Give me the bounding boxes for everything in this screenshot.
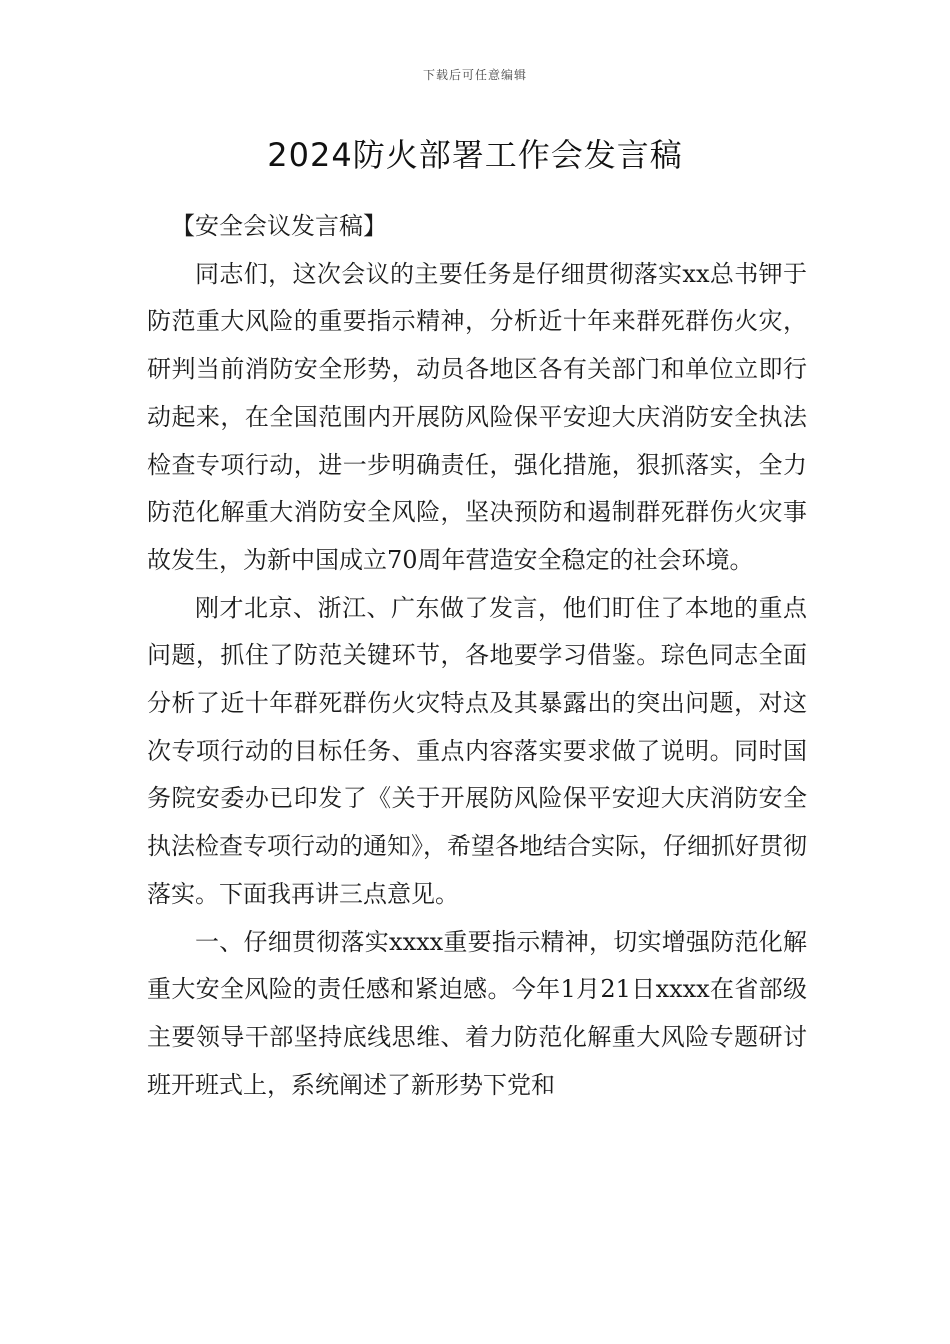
section-tag: 【安全会议发言稿】 [171, 212, 387, 240]
page-header-note: 下载后可任意编辑 [422, 68, 527, 82]
document-title: 2024防火部署工作会发言稿 [267, 136, 683, 174]
paragraph-1: 同志们，这次会议的主要任务是仔细贯彻落实xx总书钾于防范重大风险的重要指示精神，分析近十年来群死群伤火灾，研判当前消防安全形势，动员各地区各有关部门和单位立即行动起来，在全国范围内开展防风险保平安迎大庆消防安全执法检查专项行动，进一步明确责任，强化措施，狠抓落实，全力防范化解重大消防安全风险，坚决预防和遏制群死群伤火灾事故发生，为新中国成立70周年营造安全稳定的社会环境。 [147, 259, 807, 574]
paragraph-3: 一、仔细贯彻落实xxxx重要指示精神，切实增强防范化解重大安全风险的责任感和紧迫感。今年1月21日xxxx在省部级主要领导干部坚持底线思维、着力防范化解重大风险专题研讨班开班式上，系统阐述了新形势下党和 [147, 927, 807, 1099]
document-body [147, 203, 807, 1109]
paragraph-2: 刚才北京、浙江、广东做了发言，他们盯住了本地的重点问题，抓住了防范关键环节，各地要学习借鉴。琮色同志全面分析了近十年群死群伤火灾特点及其暴露出的突出问题，对这次专项行动的目标任务、重点内容落实要求做了说明。同时国务院安委办已印发了《关于开展防风险保平安迎大庆消防安全执法检查专项行动的通知》，希望各地结合实际，仔细抓好贯彻落实。下面我再讲三点意见。 [147, 593, 807, 908]
